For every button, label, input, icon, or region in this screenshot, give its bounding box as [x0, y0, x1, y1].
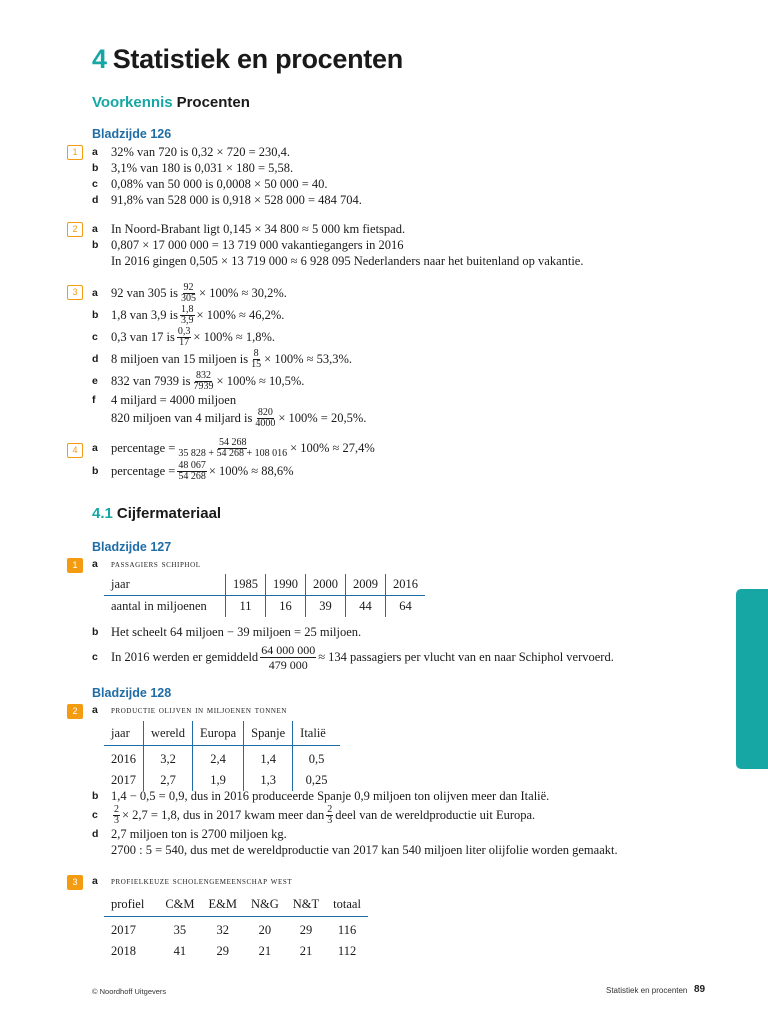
answer-v1-b: b 3,1% van 180 is 0,031 × 180 = 5,58. — [92, 160, 294, 175]
answer-v3-d: d 8 miljoen van 15 miljoen is $\frac{8}{15}$ × 100% ≈ 53,3%. — [92, 347, 353, 370]
fraction: $\frac{2}{3}$ — [114, 803, 119, 826]
section-heading-4-1 — [92, 505, 221, 522]
table-row: 2017 2,7 1,9 1,3 0,25 — [104, 770, 340, 791]
chapter-title-text: Statistiek en procenten — [112, 44, 403, 74]
fraction: $\frac{48 067}{54 268}$ — [178, 459, 206, 482]
answer-v1-a: a 32% van 720 is 0,32 × 720 = 230,4. — [92, 144, 291, 159]
voorkennis-title: Procenten — [176, 94, 250, 111]
chapter-number: 4 — [92, 44, 107, 74]
table-caption: profielkeuze scholengemeenschap west — [111, 875, 293, 887]
section-number: 4.1 — [92, 505, 113, 522]
fraction: $\frac{1,8}{3,9}$ — [181, 303, 194, 326]
fraction: $\frac{2}{3}$ — [327, 803, 333, 826]
exercise-badge-e1: 1 — [67, 558, 83, 573]
table-caption: productie olijven in miljoenen tonnen — [111, 704, 288, 716]
exercise-badge-v3: 3 — [67, 285, 83, 300]
answer-e1-b: b Het scheelt 64 miljoen − 39 miljoen = 25 miljoen. — [92, 624, 362, 639]
answer-v2-b-cont: In 2016 gingen 0,505 × 13 719 000 ≈ 6 928 095 Nederlanders naar het buitenland op vakantie. — [111, 253, 584, 268]
page-ref-127: Bladzijde 127 — [92, 540, 172, 554]
answer-v2-b: b 0,807 × 17 000 000 = 13 719 000 vakantiegangers in 2016 — [92, 237, 404, 252]
footer-running-title: Statistiek en procenten — [606, 986, 688, 995]
exercise-badge-e3: 3 — [67, 875, 83, 890]
exercise-badge-v4: 4 — [67, 443, 83, 458]
answer-v4-b: b percentage = $\frac{48 067}{54 268}$ × 100% ≈ 88,6% — [92, 459, 294, 482]
fraction: $\frac{8}{15}$ — [251, 347, 262, 370]
answer-e2-d: d 2,7 miljoen ton is 2700 miljoen kg. — [92, 826, 287, 841]
answer-e3-a: a profielkeuze scholengemeenschap west — [92, 875, 293, 887]
answer-v1-d: d 91,8% van 528 000 is 0,918 × 528 000 = 484 704. — [92, 192, 362, 207]
table-row: jaar wereld Europa Spanje Italië — [104, 721, 340, 746]
answer-v3-f: f 4 miljard = 4000 miljoen — [92, 392, 237, 407]
profile-choice-table — [104, 892, 368, 962]
answer-e2-d-cont: 2700 : 5 = 540, dus met de wereldproductie van 2017 kan 540 miljoen liter olijfolie worden gemaakt. — [111, 842, 618, 857]
page-ref-128: Bladzijde 128 — [92, 686, 172, 700]
answer-v2-a: a In Noord-Brabant ligt 0,145 × 34 800 ≈ 5 000 km fietspad. — [92, 221, 406, 236]
answer-v4-a: a percentage = $\frac{54 268}{35 828 + 54 268 + 108 016}$ × 100% ≈ 27,4% — [92, 436, 375, 459]
voorkennis-heading — [92, 94, 250, 111]
answer-v3-a: a 92 van 305 is $\frac{92}{305}$ × 100% ≈ 30,2%. — [92, 281, 287, 304]
olive-production-table — [104, 721, 340, 791]
answer-e1-a: a passagiers schiphol — [92, 558, 201, 570]
section-title: Cijfermateriaal — [116, 505, 222, 522]
exercise-badge-v2: 2 — [67, 222, 83, 237]
fraction: $\frac{92}{305}$ — [181, 281, 197, 304]
passengers-table — [104, 574, 425, 617]
table-row: jaar 1985 1990 2000 2009 2016 — [104, 574, 425, 596]
answer-e2-b: b 1,4 − 0,5 = 0,9, dus in 2016 produceerde Spanje 0,9 miljoen ton olijven meer dan Italië. — [92, 788, 550, 803]
chapter-side-tab — [736, 589, 768, 769]
exercise-badge-v1: 1 — [67, 145, 83, 160]
fraction: $\frac{54 268}{35 828 + 54 268 + 108 016}$ — [178, 436, 288, 459]
answer-e2-c: c $\frac{2}{3}$ × 2,7 = 1,8, dus in 2017 kwam meer dan $\frac{2}{3}$ deel van de wereldproductie uit Europa. — [92, 803, 536, 826]
fraction: $\frac{820}{4000}$ — [255, 406, 276, 429]
table-row: 2016 3,2 2,4 1,4 0,5 — [104, 746, 340, 771]
table-row: profiel C&M E&M N&G N&T totaal — [104, 892, 368, 917]
footer-publisher: © Noordhoff Uitgevers — [92, 987, 167, 996]
answer-v3-b: b 1,8 van 3,9 is $\frac{1,8}{3,9}$ × 100% ≈ 46,2%. — [92, 303, 285, 326]
fraction: $\frac{64 000 000}{479 000}$ — [261, 642, 316, 672]
page-ref-126: Bladzijde 126 — [92, 127, 172, 141]
answer-v1-c: c 0,08% van 50 000 is 0,0008 × 50 000 = 40. — [92, 176, 328, 191]
answer-v3-f-cont: 820 miljoen van 4 miljard is $\frac{820}{4000}$ × 100% = 20,5%. — [111, 406, 367, 429]
exercise-badge-e2: 2 — [67, 704, 83, 719]
answer-e2-a: a productie olijven in miljoenen tonnen — [92, 704, 288, 716]
answer-v3-c: c 0,3 van 17 is $\frac{0,3}{17}$ × 100% ≈ 1,8%. — [92, 325, 276, 348]
chapter-title — [92, 44, 403, 75]
answer-v3-e: e 832 van 7939 is $\frac{832}{7939}$ × 100% ≈ 10,5%. — [92, 369, 305, 392]
table-caption: passagiers schiphol — [111, 558, 201, 570]
fraction: $\frac{0,3}{17}$ — [177, 325, 191, 348]
answer-e1-c: c In 2016 werden er gemiddeld $\frac{64 000 000}{479 000}$ ≈ 134 passagiers per vlucht van en naar Schiphol vervoerd. — [92, 642, 614, 672]
table-row: 2017 35 32 20 29 116 — [111, 923, 357, 937]
page-number: 89 — [694, 984, 706, 995]
fraction: $\frac{832}{7939}$ — [193, 369, 214, 392]
table-row: aantal in miljoenen 11 16 39 44 64 — [104, 596, 425, 618]
voorkennis-prefix: Voorkennis — [92, 94, 173, 111]
table-row: 2018 41 29 21 21 112 — [111, 944, 357, 958]
